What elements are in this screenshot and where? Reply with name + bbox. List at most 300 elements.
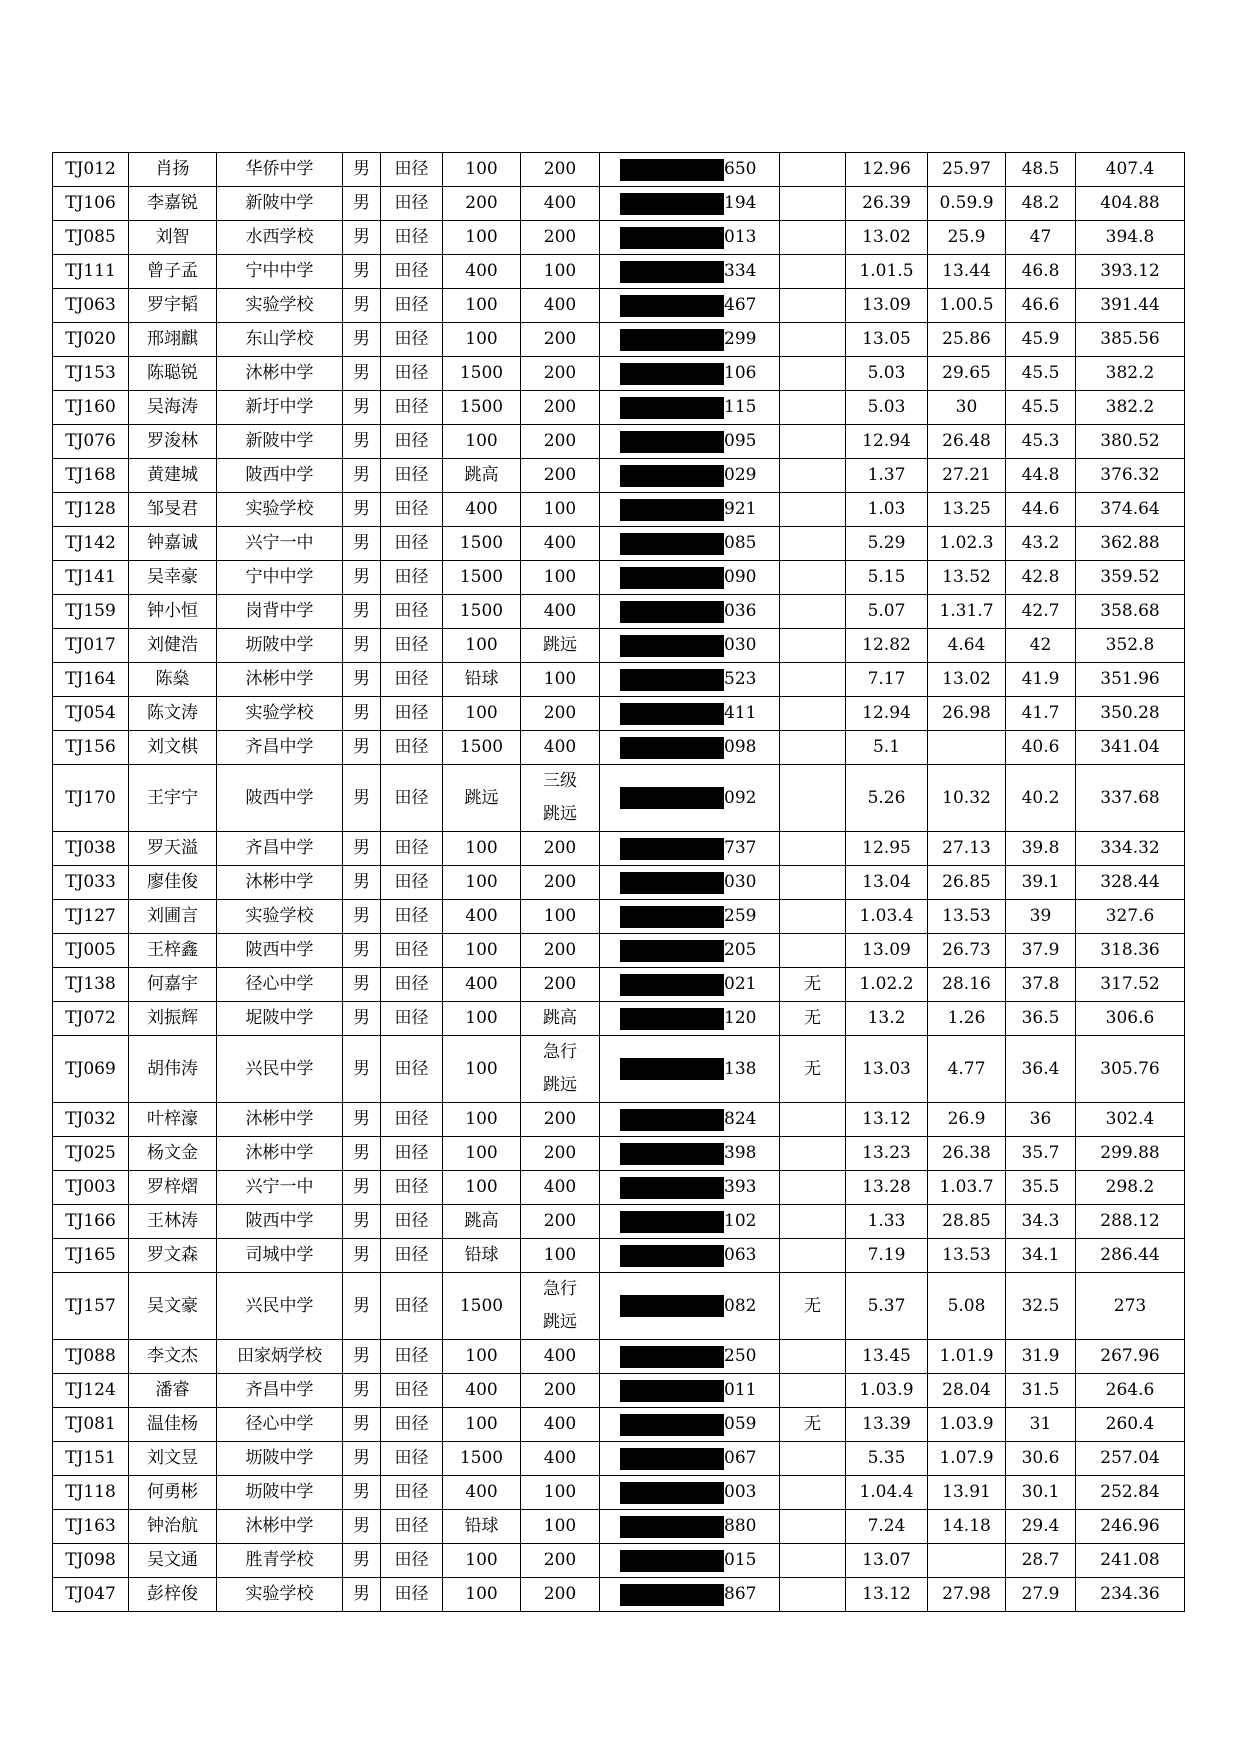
cell-event-1: 1500 — [443, 595, 521, 629]
cell-name: 钟嘉诚 — [129, 527, 217, 561]
cell-name: 廖佳俊 — [129, 866, 217, 900]
cell-gender: 男 — [343, 731, 381, 765]
id-suffix: 063 — [724, 1245, 757, 1265]
id-suffix: 011 — [724, 1380, 757, 1400]
cell-result-2: 27.21 — [928, 459, 1006, 493]
cell-school: 新陂中学 — [217, 187, 343, 221]
cell-gender: 男 — [343, 1510, 381, 1544]
event-2-line: 跳远 — [543, 1312, 577, 1332]
redaction-bar — [620, 261, 724, 283]
cell-category: 田径 — [381, 1374, 443, 1408]
cell-note — [780, 832, 846, 866]
cell-id-number — [600, 1205, 780, 1239]
cell-total: 288.12 — [1076, 1205, 1185, 1239]
cell-name: 邢翊麒 — [129, 323, 217, 357]
event-2-line: 200 — [543, 397, 577, 417]
cell-id-number — [600, 1510, 780, 1544]
cell-gender: 男 — [343, 697, 381, 731]
redaction-bar — [620, 295, 724, 317]
cell-event-2 — [521, 527, 600, 561]
redaction-bar — [620, 1346, 724, 1368]
table-row — [53, 425, 1185, 459]
cell-category: 田径 — [381, 1544, 443, 1578]
cell-total: 393.12 — [1076, 255, 1185, 289]
cell-result-2: 13.53 — [928, 1239, 1006, 1273]
cell-result-2: 1.03.9 — [928, 1408, 1006, 1442]
cell-event-1: 100 — [443, 1578, 521, 1612]
cell-result-2: 26.48 — [928, 425, 1006, 459]
id-suffix: 259 — [724, 906, 757, 926]
cell-event-2 — [521, 459, 600, 493]
cell-category: 田径 — [381, 221, 443, 255]
event-2-line: 200 — [543, 465, 577, 485]
cell-category: 田径 — [381, 934, 443, 968]
cell-note: 无 — [780, 1036, 846, 1103]
redaction-bar — [620, 1295, 724, 1317]
cell-athlete-id: TJ127 — [53, 900, 129, 934]
cell-athlete-id: TJ151 — [53, 1442, 129, 1476]
cell-note — [780, 289, 846, 323]
cell-id-number — [600, 934, 780, 968]
event-2-line: 100 — [543, 567, 577, 587]
id-suffix: 095 — [724, 431, 757, 451]
cell-athlete-id: TJ081 — [53, 1408, 129, 1442]
cell-result-1: 13.04 — [846, 866, 928, 900]
event-2-line: 100 — [543, 1482, 577, 1502]
cell-score: 37.9 — [1006, 934, 1076, 968]
id-suffix: 650 — [724, 159, 757, 179]
cell-event-1: 100 — [443, 697, 521, 731]
event-2-line: 200 — [543, 872, 577, 892]
cell-result-1: 5.15 — [846, 561, 928, 595]
cell-total: 382.2 — [1076, 357, 1185, 391]
cell-name: 刘圃言 — [129, 900, 217, 934]
event-2-line: 200 — [543, 1211, 577, 1231]
cell-category: 田径 — [381, 697, 443, 731]
cell-note — [780, 391, 846, 425]
cell-total: 305.76 — [1076, 1036, 1185, 1103]
cell-note — [780, 1137, 846, 1171]
cell-score: 41.9 — [1006, 663, 1076, 697]
cell-total: 328.44 — [1076, 866, 1185, 900]
cell-name: 吴文豪 — [129, 1273, 217, 1340]
cell-athlete-id: TJ168 — [53, 459, 129, 493]
cell-total: 302.4 — [1076, 1103, 1185, 1137]
cell-note: 无 — [780, 968, 846, 1002]
cell-athlete-id: TJ128 — [53, 493, 129, 527]
cell-result-1: 12.94 — [846, 697, 928, 731]
event-2-line: 200 — [543, 227, 577, 247]
cell-result-2: 14.18 — [928, 1510, 1006, 1544]
cell-category: 田径 — [381, 1476, 443, 1510]
table-row — [53, 527, 1185, 561]
redaction-bar — [620, 533, 724, 555]
cell-event-1: 跳高 — [443, 459, 521, 493]
id-suffix: 523 — [724, 669, 757, 689]
cell-result-1: 1.03.4 — [846, 900, 928, 934]
id-suffix: 090 — [724, 567, 757, 587]
redaction-bar — [620, 363, 724, 385]
id-suffix: 120 — [724, 1008, 757, 1028]
redaction-bar — [620, 1414, 724, 1436]
cell-event-1: 100 — [443, 221, 521, 255]
cell-event-1: 100 — [443, 832, 521, 866]
cell-id-number — [600, 968, 780, 1002]
cell-name: 叶梓濠 — [129, 1103, 217, 1137]
cell-athlete-id: TJ025 — [53, 1137, 129, 1171]
cell-event-1: 400 — [443, 493, 521, 527]
cell-id-number — [600, 866, 780, 900]
table-row — [53, 1476, 1185, 1510]
cell-result-2: 13.91 — [928, 1476, 1006, 1510]
cell-school: 兴民中学 — [217, 1273, 343, 1340]
id-suffix: 036 — [724, 601, 757, 621]
cell-category: 田径 — [381, 459, 443, 493]
event-2-line: 400 — [543, 1346, 577, 1366]
table-row — [53, 1273, 1185, 1340]
table-row — [53, 493, 1185, 527]
event-2-line: 200 — [543, 431, 577, 451]
cell-result-1: 13.09 — [846, 934, 928, 968]
cell-event-2 — [521, 1103, 600, 1137]
cell-result-1: 13.45 — [846, 1340, 928, 1374]
cell-id-number — [600, 1578, 780, 1612]
cell-id-number — [600, 900, 780, 934]
event-2-line: 200 — [543, 940, 577, 960]
cell-score: 40.6 — [1006, 731, 1076, 765]
redaction-bar — [620, 974, 724, 996]
cell-event-2 — [521, 1442, 600, 1476]
cell-total: 341.04 — [1076, 731, 1185, 765]
cell-name: 肖扬 — [129, 153, 217, 187]
cell-score: 36.5 — [1006, 1002, 1076, 1036]
cell-event-2 — [521, 866, 600, 900]
cell-name: 吴文通 — [129, 1544, 217, 1578]
cell-category: 田径 — [381, 1578, 443, 1612]
cell-event-1: 铅球 — [443, 1239, 521, 1273]
cell-score: 36.4 — [1006, 1036, 1076, 1103]
cell-gender: 男 — [343, 832, 381, 866]
id-suffix: 092 — [724, 787, 757, 808]
cell-athlete-id: TJ164 — [53, 663, 129, 697]
cell-gender: 男 — [343, 968, 381, 1002]
cell-id-number — [600, 289, 780, 323]
cell-name: 刘智 — [129, 221, 217, 255]
id-suffix: 737 — [724, 838, 757, 858]
cell-category: 田径 — [381, 1137, 443, 1171]
cell-id-number — [600, 527, 780, 561]
cell-result-2: 25.9 — [928, 221, 1006, 255]
cell-athlete-id: TJ160 — [53, 391, 129, 425]
table-row — [53, 1442, 1185, 1476]
cell-result-2: 26.85 — [928, 866, 1006, 900]
cell-gender: 男 — [343, 900, 381, 934]
cell-event-1: 铅球 — [443, 1510, 521, 1544]
cell-result-2: 1.26 — [928, 1002, 1006, 1036]
cell-category: 田径 — [381, 527, 443, 561]
cell-total: 252.84 — [1076, 1476, 1185, 1510]
cell-category: 田径 — [381, 1442, 443, 1476]
table-row — [53, 323, 1185, 357]
redaction-bar — [620, 669, 724, 691]
cell-id-number — [600, 1544, 780, 1578]
cell-total: 327.6 — [1076, 900, 1185, 934]
cell-total: 374.64 — [1076, 493, 1185, 527]
cell-event-2 — [521, 731, 600, 765]
cell-result-2: 5.08 — [928, 1273, 1006, 1340]
cell-event-1: 400 — [443, 255, 521, 289]
cell-event-2 — [521, 663, 600, 697]
cell-note — [780, 866, 846, 900]
cell-gender: 男 — [343, 866, 381, 900]
cell-event-1: 100 — [443, 1408, 521, 1442]
cell-gender: 男 — [343, 1273, 381, 1340]
cell-id-number — [600, 221, 780, 255]
cell-note — [780, 493, 846, 527]
cell-athlete-id: TJ106 — [53, 187, 129, 221]
cell-event-1: 100 — [443, 289, 521, 323]
cell-school: 齐昌中学 — [217, 731, 343, 765]
cell-score: 41.7 — [1006, 697, 1076, 731]
redaction-bar — [620, 1584, 724, 1606]
cell-event-2 — [521, 900, 600, 934]
id-suffix: 030 — [724, 635, 757, 655]
cell-name: 胡伟涛 — [129, 1036, 217, 1103]
cell-gender: 男 — [343, 187, 381, 221]
cell-result-2: 1.00.5 — [928, 289, 1006, 323]
cell-gender: 男 — [343, 629, 381, 663]
redaction-bar — [620, 601, 724, 623]
id-suffix: 029 — [724, 465, 757, 485]
table-row — [53, 595, 1185, 629]
cell-event-1: 400 — [443, 1476, 521, 1510]
cell-athlete-id: TJ153 — [53, 357, 129, 391]
cell-name: 杨文金 — [129, 1137, 217, 1171]
cell-result-1: 7.24 — [846, 1510, 928, 1544]
cell-result-2: 26.98 — [928, 697, 1006, 731]
id-suffix: 194 — [724, 193, 757, 213]
redaction-bar — [620, 1177, 724, 1199]
redaction-bar — [620, 1245, 724, 1267]
cell-result-1: 13.07 — [846, 1544, 928, 1578]
table-row — [53, 663, 1185, 697]
cell-result-1: 13.05 — [846, 323, 928, 357]
redaction-bar — [620, 329, 724, 351]
table-row — [53, 1205, 1185, 1239]
cell-score: 48.5 — [1006, 153, 1076, 187]
cell-category: 田径 — [381, 1408, 443, 1442]
event-2-line: 200 — [543, 974, 577, 994]
cell-id-number — [600, 1442, 780, 1476]
cell-note — [780, 731, 846, 765]
event-2-line: 400 — [543, 737, 577, 757]
redaction-bar — [620, 1482, 724, 1504]
cell-score: 44.6 — [1006, 493, 1076, 527]
cell-id-number — [600, 1002, 780, 1036]
cell-total: 234.36 — [1076, 1578, 1185, 1612]
cell-athlete-id: TJ163 — [53, 1510, 129, 1544]
cell-school: 司城中学 — [217, 1239, 343, 1273]
cell-total: 306.6 — [1076, 1002, 1185, 1036]
cell-id-number — [600, 1239, 780, 1273]
cell-category: 田径 — [381, 357, 443, 391]
cell-result-2: 13.25 — [928, 493, 1006, 527]
cell-name: 刘文棋 — [129, 731, 217, 765]
cell-school: 田家炳学校 — [217, 1340, 343, 1374]
cell-name: 刘文昱 — [129, 1442, 217, 1476]
cell-score: 42.8 — [1006, 561, 1076, 595]
event-2-line: 400 — [543, 601, 577, 621]
cell-id-number — [600, 561, 780, 595]
cell-gender: 男 — [343, 1103, 381, 1137]
cell-event-1: 1500 — [443, 561, 521, 595]
cell-school: 齐昌中学 — [217, 1374, 343, 1408]
cell-total: 359.52 — [1076, 561, 1185, 595]
id-suffix: 015 — [724, 1550, 757, 1570]
cell-note: 无 — [780, 1273, 846, 1340]
cell-school: 兴宁一中 — [217, 1171, 343, 1205]
cell-gender: 男 — [343, 595, 381, 629]
event-2-line: 200 — [543, 1550, 577, 1570]
table-row — [53, 1239, 1185, 1273]
cell-event-1: 100 — [443, 1036, 521, 1103]
table-row — [53, 697, 1185, 731]
redaction-bar — [620, 906, 724, 928]
cell-athlete-id: TJ088 — [53, 1340, 129, 1374]
cell-id-number — [600, 1273, 780, 1340]
cell-gender: 男 — [343, 255, 381, 289]
cell-name: 温佳杨 — [129, 1408, 217, 1442]
cell-score: 31 — [1006, 1408, 1076, 1442]
cell-name: 吴海涛 — [129, 391, 217, 425]
results-table — [52, 152, 1185, 1612]
cell-result-2: 29.65 — [928, 357, 1006, 391]
cell-total: 358.68 — [1076, 595, 1185, 629]
cell-school: 沐彬中学 — [217, 866, 343, 900]
cell-result-1: 5.37 — [846, 1273, 928, 1340]
cell-gender: 男 — [343, 153, 381, 187]
cell-result-2: 13.44 — [928, 255, 1006, 289]
cell-athlete-id: TJ076 — [53, 425, 129, 459]
cell-note — [780, 153, 846, 187]
cell-gender: 男 — [343, 1340, 381, 1374]
cell-score: 43.2 — [1006, 527, 1076, 561]
cell-event-2 — [521, 153, 600, 187]
cell-athlete-id: TJ156 — [53, 731, 129, 765]
cell-id-number — [600, 425, 780, 459]
cell-result-1: 1.03 — [846, 493, 928, 527]
cell-athlete-id: TJ085 — [53, 221, 129, 255]
cell-result-2: 28.04 — [928, 1374, 1006, 1408]
cell-gender: 男 — [343, 1374, 381, 1408]
cell-event-2 — [521, 1171, 600, 1205]
cell-school: 岗背中学 — [217, 595, 343, 629]
cell-event-2 — [521, 289, 600, 323]
cell-name: 钟治航 — [129, 1510, 217, 1544]
cell-total: 382.2 — [1076, 391, 1185, 425]
cell-score: 45.5 — [1006, 391, 1076, 425]
cell-name: 罗天溢 — [129, 832, 217, 866]
cell-note — [780, 1578, 846, 1612]
cell-total: 246.96 — [1076, 1510, 1185, 1544]
cell-result-1: 13.12 — [846, 1578, 928, 1612]
cell-total: 264.6 — [1076, 1374, 1185, 1408]
cell-result-2: 1.07.9 — [928, 1442, 1006, 1476]
cell-category: 田径 — [381, 968, 443, 1002]
id-suffix: 393 — [724, 1177, 757, 1197]
cell-category: 田径 — [381, 425, 443, 459]
cell-event-2 — [521, 832, 600, 866]
cell-name: 李嘉锐 — [129, 187, 217, 221]
cell-event-2 — [521, 595, 600, 629]
redaction-bar — [620, 397, 724, 419]
cell-gender: 男 — [343, 765, 381, 832]
cell-gender: 男 — [343, 934, 381, 968]
cell-gender: 男 — [343, 1578, 381, 1612]
cell-gender: 男 — [343, 1205, 381, 1239]
cell-event-2 — [521, 1510, 600, 1544]
id-suffix: 082 — [724, 1295, 757, 1316]
table-row — [53, 629, 1185, 663]
cell-school: 坜陂中学 — [217, 1442, 343, 1476]
cell-school: 齐昌中学 — [217, 832, 343, 866]
event-2-line: 100 — [543, 669, 577, 689]
redaction-bar — [620, 872, 724, 894]
cell-event-2 — [521, 425, 600, 459]
cell-note: 无 — [780, 1002, 846, 1036]
cell-athlete-id: TJ069 — [53, 1036, 129, 1103]
cell-total: 260.4 — [1076, 1408, 1185, 1442]
cell-category: 田径 — [381, 561, 443, 595]
cell-school: 实验学校 — [217, 1578, 343, 1612]
cell-note — [780, 459, 846, 493]
cell-name: 邹旻君 — [129, 493, 217, 527]
table-row — [53, 1137, 1185, 1171]
cell-note — [780, 425, 846, 459]
cell-note — [780, 1442, 846, 1476]
table-row — [53, 1578, 1185, 1612]
cell-event-1: 400 — [443, 900, 521, 934]
cell-score: 37.8 — [1006, 968, 1076, 1002]
cell-category: 田径 — [381, 663, 443, 697]
redaction-bar — [620, 787, 724, 809]
cell-category: 田径 — [381, 731, 443, 765]
cell-note: 无 — [780, 1408, 846, 1442]
cell-score: 42.7 — [1006, 595, 1076, 629]
cell-note — [780, 765, 846, 832]
redaction-bar — [620, 227, 724, 249]
cell-category: 田径 — [381, 765, 443, 832]
cell-gender: 男 — [343, 459, 381, 493]
cell-name: 罗宇韬 — [129, 289, 217, 323]
cell-note — [780, 1171, 846, 1205]
cell-result-1: 1.03.9 — [846, 1374, 928, 1408]
cell-id-number — [600, 1171, 780, 1205]
cell-category: 田径 — [381, 1340, 443, 1374]
cell-result-1: 5.1 — [846, 731, 928, 765]
cell-event-2 — [521, 493, 600, 527]
cell-result-1: 5.35 — [846, 1442, 928, 1476]
cell-gender: 男 — [343, 493, 381, 527]
cell-category: 田径 — [381, 866, 443, 900]
cell-athlete-id: TJ157 — [53, 1273, 129, 1340]
cell-score: 39.8 — [1006, 832, 1076, 866]
id-suffix: 098 — [724, 737, 757, 757]
id-suffix: 106 — [724, 363, 757, 383]
id-suffix: 021 — [724, 974, 757, 994]
cell-score: 40.2 — [1006, 765, 1076, 832]
cell-school: 兴宁一中 — [217, 527, 343, 561]
